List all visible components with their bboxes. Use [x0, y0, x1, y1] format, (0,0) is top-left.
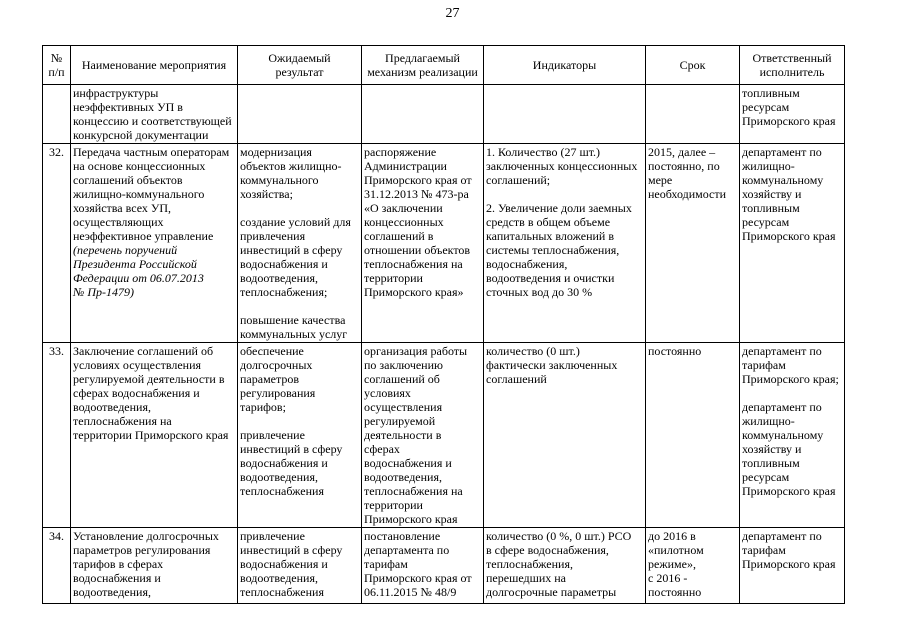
cell-num [43, 528, 71, 604]
term-text: постоянно [648, 344, 702, 358]
measure-name: Передача частным операторам на основе концессионных соглашений объектов жилищно-коммунального хозяйства всех УП, осуществляющих неэффективное управление [73, 145, 230, 243]
cell-indicators [484, 144, 646, 343]
cell-mechanism [362, 528, 484, 604]
header-row [43, 46, 845, 85]
cell-responsible [740, 343, 845, 528]
header-mechanism: Предлагаемый механизм реализации [362, 46, 484, 85]
mechanism-text: организация работы по заключению соглашений об условиях осуществления регулируемой деятельности в сферах водоснабжения и водоотведения, теплоснабжения на территории Приморского края [364, 344, 468, 526]
cell-term [646, 343, 740, 528]
cell-result [238, 528, 362, 604]
cell-num [43, 343, 71, 528]
responsible-text: департамент по тарифам Приморского края; [742, 344, 839, 386]
cell-result [238, 85, 362, 144]
cell-responsible [740, 85, 845, 144]
cell-name [71, 144, 238, 343]
cell-num [43, 85, 71, 144]
term-text: до 2016 в «пилотном режиме», с 2016 - постоянно [648, 529, 704, 599]
measure-name: Заключение соглашений об условиях осуществления регулируемой деятельности в сферах водоснабжения и водоотведения, теплоснабжения на территории Приморского края [73, 344, 229, 442]
cell-term [646, 528, 740, 604]
cell-name [71, 343, 238, 528]
expected-result: создание условий для привлечения инвестиций в сферу водоснабжения и водоотведения, теплоснабжения; [240, 215, 351, 299]
cell-result [238, 343, 362, 528]
cell-mechanism [362, 144, 484, 343]
indicator-text: 2. Увеличение доли заемных средств в общем объеме капитальных вложений в системы теплоснабжения, водоснабжения, водоотведения и очистки сточных вод до 30 % [486, 201, 632, 299]
responsible-text: департамент по жилищно- коммунальному хозяйству и топливным ресурсам Приморского края [742, 145, 836, 243]
cell-name [71, 528, 238, 604]
measure-note: (перечень поручений Президента Российской Федерации от 06.07.2013 № Пр-1479) [73, 243, 204, 299]
expected-result: обеспечение долгосрочных параметров регулирования тарифов; [240, 344, 316, 414]
measures-table [42, 45, 845, 604]
measure-name: Установление долгосрочных параметров регулирования тарифов в сферах водоснабжения и водоотведения, [73, 529, 219, 599]
cell-indicators [484, 85, 646, 144]
header-indicators: Индикаторы [484, 46, 646, 85]
cell-mechanism [362, 85, 484, 144]
term-text: 2015, далее – постоянно, по мере необходимости [648, 145, 727, 201]
indicator-text: количество (0 шт.) фактически заключенных соглашений [486, 344, 618, 386]
table-body [43, 85, 845, 604]
table-row [43, 144, 845, 343]
indicator-text: количество (0 %, 0 шт.) РСО в сфере водоснабжения, теплоснабжения, перешедших на долгосрочные параметры [486, 529, 632, 599]
expected-result: привлечение инвестиций в сферу водоснабжения и водоотведения, теплоснабжения [240, 428, 343, 498]
header-responsible: Ответственный исполнитель [740, 46, 845, 85]
page-number: 27 [445, 6, 460, 21]
table-row [43, 85, 845, 144]
cell-term [646, 144, 740, 343]
header-term: Срок [646, 46, 740, 85]
table-row [43, 343, 845, 528]
expected-result: модернизация объектов жилищно- коммунального хозяйства; [240, 145, 342, 201]
table-row [43, 528, 845, 604]
row-number: 33. [49, 344, 64, 358]
mechanism-text: распоряжение Администрации Приморского края от 31.12.2013 № 473-ра «О заключении концессионных соглашений в отношении объектов теплоснабжения на территории Приморского края» [364, 145, 472, 299]
row-number: 34. [49, 529, 64, 543]
cell-result [238, 144, 362, 343]
cell-indicators [484, 528, 646, 604]
measure-name: инфраструктуры неэффективных УП в концессию и соответствующей конкурсной документации [73, 86, 232, 142]
header-result: Ожидаемый результат [238, 46, 362, 85]
indicator-text: 1. Количество (27 шт.) заключенных концессионных соглашений; [486, 145, 638, 187]
row-number: 32. [49, 145, 64, 159]
header-num: № п/п [43, 46, 71, 85]
responsible-text: топливным ресурсам Приморского края [742, 86, 836, 128]
cell-mechanism [362, 343, 484, 528]
responsible-text: департамент по тарифам Приморского края [742, 529, 836, 571]
cell-term [646, 85, 740, 144]
expected-result: повышение качества коммунальных услуг [240, 313, 348, 341]
cell-num [43, 144, 71, 343]
responsible-text: департамент по жилищно- коммунальному хозяйству и топливным ресурсам Приморского края [742, 400, 836, 498]
cell-responsible [740, 144, 845, 343]
header-name: Наименование мероприятия [71, 46, 238, 85]
cell-responsible [740, 528, 845, 604]
cell-indicators [484, 343, 646, 528]
cell-name [71, 85, 238, 144]
mechanism-text: постановление департамента по тарифам Приморского края от 06.11.2015 № 48/9 [364, 529, 472, 599]
expected-result: привлечение инвестиций в сферу водоснабжения и водоотведения, теплоснабжения [240, 529, 343, 599]
